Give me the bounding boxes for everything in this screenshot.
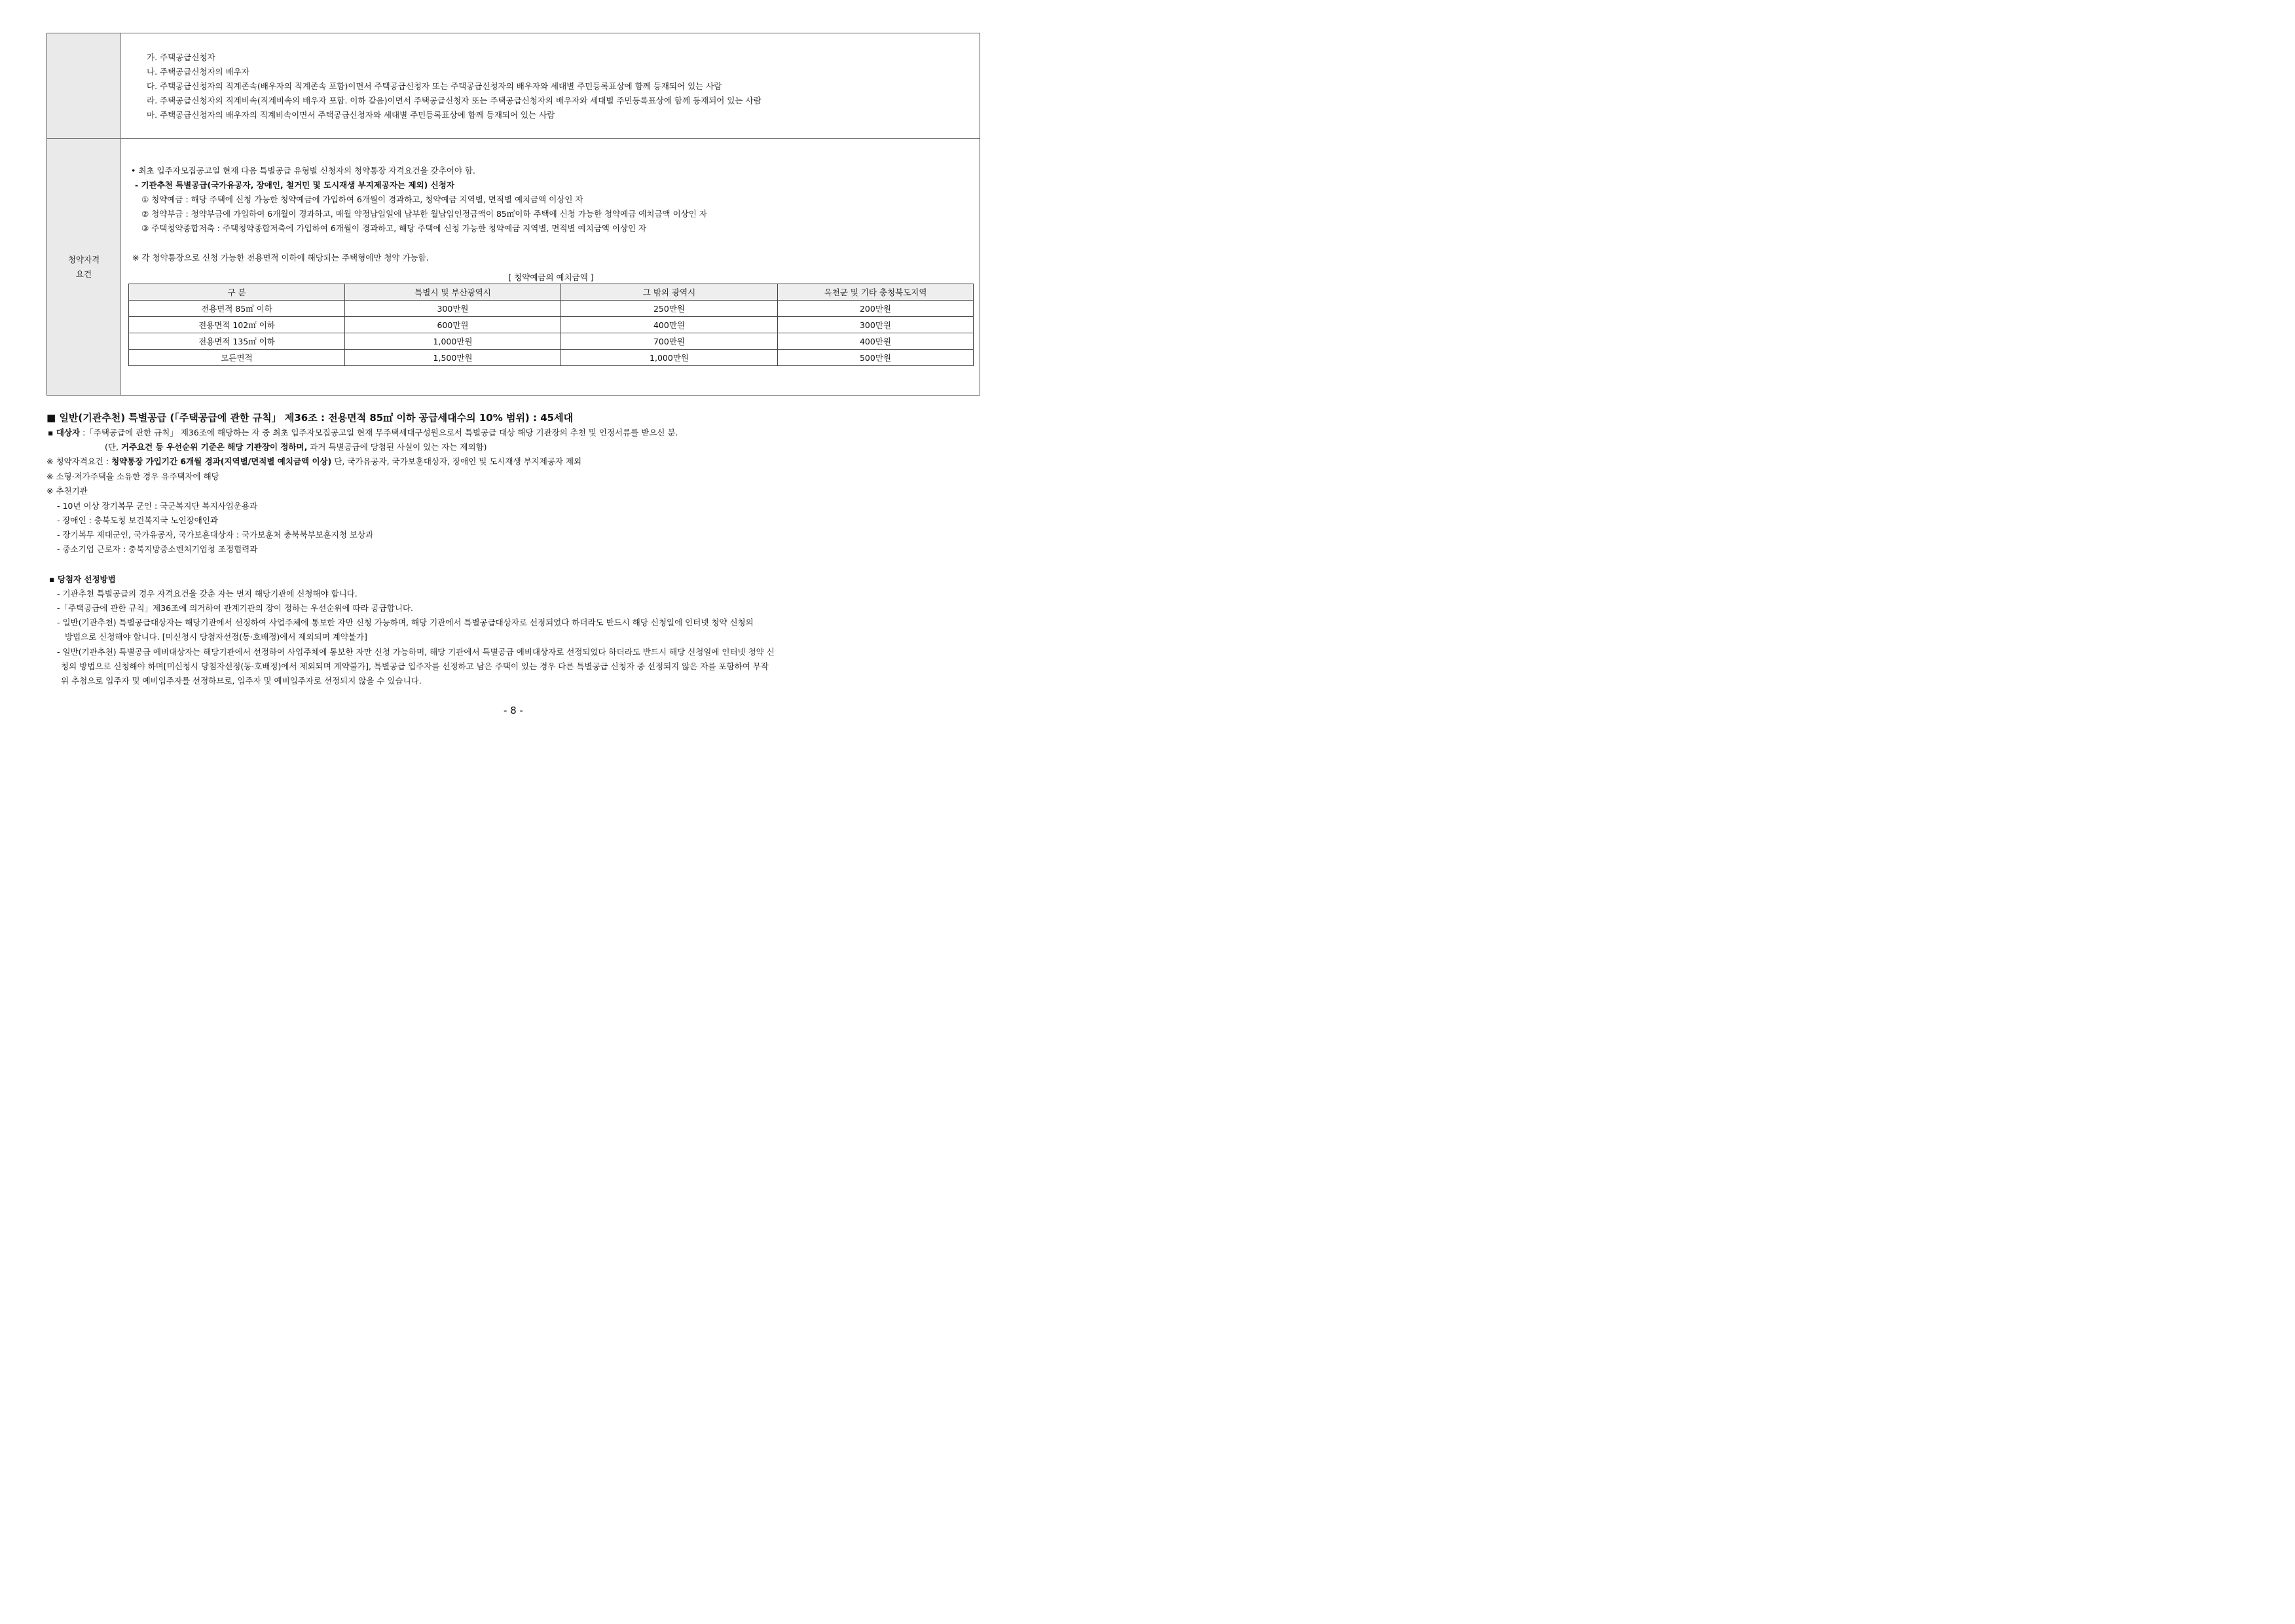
target-paragraph: [48, 428, 678, 438]
table-cell: 1,000만원: [561, 350, 778, 366]
qualification-paragraph: [46, 456, 581, 467]
eligibility-box: [46, 33, 980, 396]
row-divider: [47, 138, 980, 139]
table-row: [129, 301, 974, 317]
requirement-intro: • 최초 입주자모집공고일 현재 다음 특별공급 유형별 신청자의 청약통장 자격요건을 갖추어야 함.: [131, 166, 475, 175]
target-sub-text-2: 과거 특별공급에 당첨된 사실이 있는 자는 제외함): [307, 442, 487, 452]
agency-item: - 장기복무 제대군인, 국가유공자, 국가보훈대상자 : 국가보훈처 충북북부보훈지청 보상과: [57, 530, 374, 540]
table-row: [129, 350, 974, 366]
agency-item: - 중소기업 근로자 : 충북지방중소벤처기업청 조정협력과: [57, 544, 258, 554]
target-label: ▪ 대상자: [48, 428, 81, 437]
table-cell: 500만원: [778, 350, 974, 366]
table-cell: 전용면적 135㎡ 이하: [129, 333, 345, 350]
selection-line: -「주택공급에 관한 규칙」제36조에 의거하여 관계기관의 장이 정하는 우선순위에 따라 공급합니다.: [57, 603, 414, 613]
requirement-item-1: ① 청약예금 : 해당 주택에 신청 가능한 청약예금에 가입하여 6개월이 경과하고, 청약예금 지역별, 면적별 예치금액 이상인 자: [141, 194, 583, 204]
selection-line: 방법으로 신청해야 합니다. [미신청시 당첨자선정(동·호배정)에서 제외되며 계약불가]: [65, 632, 367, 642]
table-header-row: [129, 284, 974, 301]
selection-title: ▪ 당첨자 선정방법: [49, 574, 116, 584]
table-cell: 700만원: [561, 333, 778, 350]
selection-line: 청의 방법으로 신청해야 하며[미신청시 당첨자선정(동·호배정)에서 제외되며 계약불가], 특별공급 입주자를 선정하고 남은 주택이 있는 경우 다른 특별공급 신청자 중 선정되지 않은 자를 포함하여 무작: [61, 661, 769, 671]
table-cell: 200만원: [778, 301, 974, 317]
table-header: 특별시 및 부산광역시: [345, 284, 561, 301]
row-label-line-2: 요건: [75, 269, 92, 279]
table-header: 구 분: [129, 284, 345, 301]
household-item-ga: 가. 주택공급신청자: [147, 52, 215, 62]
selection-line: - 일반(기관추천) 특별공급 예비대상자는 해당기관에서 선정하여 사업주체에 통보한 자만 신청 가능하며, 해당 기관에서 특별공급 예비대상자로 선정되었다 하더라도 반드시 해당 신청일에 인터넷 청약 신: [57, 647, 775, 657]
target-sub-text-1: (단,: [105, 442, 121, 452]
table-cell: 전용면적 102㎡ 이하: [129, 317, 345, 333]
requirement-item-2: ② 청약부금 : 청약부금에 가입하여 6개월이 경과하고, 매월 약정납입일에 납부한 월납입인정금액이 85㎡이하 주택에 신청 가능한 청약예금 예치금액 이상인 자: [141, 209, 707, 219]
page-number: - 8 -: [504, 705, 523, 716]
requirement-item-3: ③ 주택청약종합저축 : 주택청약종합저축에 가입하여 6개월이 경과하고, 해당 주택에 신청 가능한 청약예금 지역별, 면적별 예치금액 이상인 자: [141, 223, 647, 233]
table-cell: 전용면적 85㎡ 이하: [129, 301, 345, 317]
table-cell: 250만원: [561, 301, 778, 317]
selection-line: - 기관추천 특별공급의 경우 자격요건을 갖춘 자는 먼저 해당기관에 신청해야 합니다.: [57, 589, 358, 599]
qualification-text: 단, 국가유공자, 국가보훈대상자, 장애인 및 도시재생 부지제공자 제외: [331, 456, 582, 466]
row-label-line-1: 청약자격: [67, 255, 100, 265]
table-cell: 400만원: [561, 317, 778, 333]
table-header: 그 밖의 광역시: [561, 284, 778, 301]
small-house-note: ※ 소형·저가주택을 소유한 경우 유주택자에 해당: [46, 471, 219, 481]
table-cell: 모든면적: [129, 350, 345, 366]
requirement-note: ※ 각 청약통장으로 신청 가능한 전용면적 이하에 해당되는 주택형에만 청약 가능함.: [132, 253, 429, 263]
label-column: [47, 33, 121, 395]
agency-item: - 장애인 : 충북도청 보건복지국 노인장애인과: [57, 515, 218, 525]
selection-line: 위 추첨으로 입주자 및 예비입주자를 선정하므로, 입주자 및 예비입주자로 선정되지 않을 수 있습니다.: [61, 676, 422, 686]
agency-title: ※ 추천기관: [46, 486, 88, 496]
target-sub-bold: 거주요건 등 우선순위 기준은 해당 기관장이 정하며,: [120, 442, 308, 452]
table-cell: 300만원: [345, 301, 561, 317]
table-cell: 1,000만원: [345, 333, 561, 350]
deposit-table-title: [ 청약예금의 예치금액 ]: [508, 272, 594, 282]
table-header: 옥천군 및 기타 충청북도지역: [778, 284, 974, 301]
qualification-label: ※ 청약자격요건 :: [46, 456, 112, 466]
qualification-bold: 청약통장 가입기간 6개월 경과(지역별/면적별 예치금액 이상): [111, 456, 332, 466]
household-item-da: 다. 주택공급신청자의 직계존속(배우자의 직계존속 포함)이면서 주택공급신청자 또는 주택공급신청자의 배우자와 세대별 주민등록표상에 함께 등재되어 있는 사람: [147, 81, 722, 91]
selection-line: - 일반(기관추천) 특별공급대상자는 해당기관에서 선정하여 사업주체에 통보한 자만 신청 가능하며, 해당 기관에서 특별공급대상자로 선정되었다 하더라도 반드시 해당 신청일에 인터넷 청약 신청의: [57, 618, 754, 627]
requirement-subtitle: - 기관추천 특별공급(국가유공자, 장애인, 철거민 및 도시재생 부지제공자는 제외) 신청자: [135, 180, 454, 190]
table-cell: 600만원: [345, 317, 561, 333]
table-row: [129, 333, 974, 350]
target-sub-paragraph: [105, 442, 487, 452]
household-item-ra: 라. 주택공급신청자의 직계비속(직계비속의 배우자 포함. 이하 같음)이면서 주택공급신청자 또는 주택공급신청자의 배우자와 세대별 주민등록표상에 함께 등재되어 있는 사람: [147, 96, 762, 105]
household-item-ma: 마. 주택공급신청자의 배우자의 직계비속이면서 주택공급신청자와 세대별 주민등록표상에 함께 등재되어 있는 사람: [147, 110, 555, 120]
household-item-na: 나. 주택공급신청자의 배우자: [147, 67, 249, 77]
table-cell: 400만원: [778, 333, 974, 350]
table-cell: 1,500만원: [345, 350, 561, 366]
table-row: [129, 317, 974, 333]
target-text: :「주택공급에 관한 규칙」 제36조에 해당하는 자 중 최초 입주자모집공고일 현재 무주택세대구성원으로서 특별공급 대상 해당 기관장의 추천 및 인정서류를 받으신 분.: [80, 428, 678, 437]
section-heading: ■ 일반(기관추천) 특별공급 (「주택공급에 관한 규칙」 제36조 : 전용면적 85㎡ 이하 공급세대수의 10% 범위) : 45세대: [46, 412, 574, 424]
deposit-table: [128, 284, 974, 366]
table-cell: 300만원: [778, 317, 974, 333]
agency-item: - 10년 이상 장기복무 군인 : 국군복지단 복지사업운용과: [57, 501, 258, 511]
